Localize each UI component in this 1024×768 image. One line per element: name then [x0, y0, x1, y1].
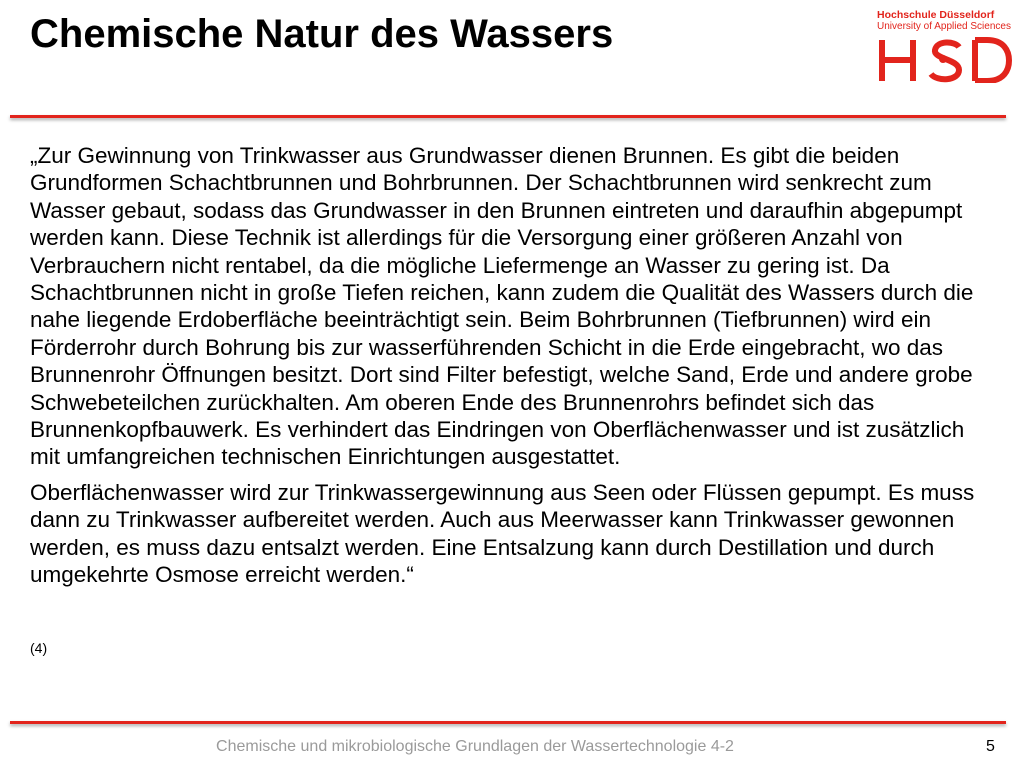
title-divider	[10, 115, 1006, 118]
hsd-wordmark-icon	[877, 37, 1013, 83]
paragraph-groundwater: „Zur Gewinnung von Trinkwasser aus Grundwasser dienen Brunnen. Es gibt die beiden Grundformen Schachtbrunnen und Bohrbrunnen. Der Schachtbrunnen wird senkrecht zum Wasser gebaut, sodass das Grundwasser in den Brunnen eintreten und daraufhin abgepumpt werden kann. Diese Technik ist allerdings für die Versorgung einer größeren Anzahl von Verbrauchern nicht rentabel, da die mögliche Liefermenge an Wasser zu gering ist. Da Schachtbrunnen nicht in große Tiefen reichen, kann zudem die Qualität des Wassers durch die nahe liegende Erdoberfläche beeinträchtigt sein. Beim Bohrbrunnen (Tiefbrunnen) wird ein Förderrohr durch Bohrung bis zur wasserführenden Schicht in die Erde eingebracht, wo das Brunnenrohr Öffnungen besitzt. Dort sind Filter befestigt, welche Sand, Erde und andere grobe Schwebeteilchen zurückhalten. Am oberen Ende des Brunnenrohrs befindet sich das Brunnenkopfbauwerk. Es verhindert das Eindringen von Oberflächenwasser und ist zusätzlich mit umfangreichen technischen Einrichtungen ausgestattet.	[30, 143, 974, 470]
paragraph-surface-water: Oberflächenwasser wird zur Trinkwassergewinnung aus Seen oder Flüssen gepumpt. Es muss dann zu Trinkwasser aufbereitet werden. Auch aus Meerwasser kann Trinkwasser gewonnen werden, es muss dazu entsalzt werden. Eine Entsalzung kann durch Destillation und durch umgekehrte Osmose erreicht werden.“	[30, 479, 975, 588]
slide-title: Chemische Natur des Wassers	[30, 12, 614, 56]
logo-university-subtitle: University of Applied Sciences	[877, 21, 1011, 32]
footer-course-title: Chemische und mikrobiologische Grundlagen der Wassertechnologie 4-2	[216, 738, 734, 755]
citation-reference: (4)	[30, 640, 48, 656]
footer-divider	[10, 721, 1006, 724]
logo-university-name: Hochschule Düsseldorf	[877, 9, 995, 21]
slide-body	[30, 142, 990, 589]
page-number: 5	[986, 738, 995, 755]
university-logo	[877, 10, 1017, 83]
